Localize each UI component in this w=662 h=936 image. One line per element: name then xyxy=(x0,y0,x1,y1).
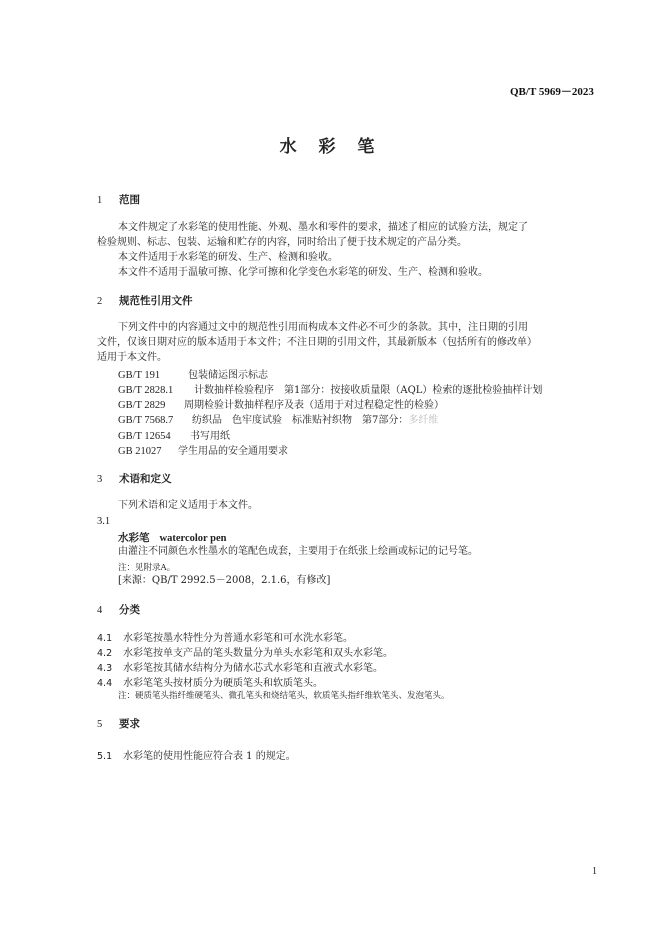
section-title: 分类 xyxy=(119,604,140,616)
reference-title: 书写用纸 xyxy=(190,431,230,442)
reference-title: 包装储运图示标志 xyxy=(188,370,268,381)
section-5-heading xyxy=(97,716,140,731)
term-definition: 由灌注不同颜色水性墨水的笔配色成套，主要用于在纸张上绘画或标记的记号笔。 xyxy=(118,546,478,557)
document-title: 水 彩 笔 xyxy=(279,137,383,157)
reference-item xyxy=(118,381,542,396)
section-title: 要求 xyxy=(119,718,140,730)
paragraph: 下列术语和定义适用于本文件。 xyxy=(118,500,258,511)
clause-item xyxy=(97,629,353,644)
section-number: 3 xyxy=(97,474,103,485)
reference-title: 学生用品的安全通用要求 xyxy=(178,446,288,457)
paragraph: 检验规则、标志、包装、运输和贮存的内容，同时给出了便于技术规定的产品分类。 xyxy=(97,237,467,248)
paragraph: 本文件不适用于温敏可擦、化学可擦和化学变色水彩笔的研发、生产、检测和验收。 xyxy=(118,267,488,278)
clause-text: 水彩笔按单支产品的笔头数量分为单头水彩笔和双头水彩笔。 xyxy=(123,648,393,659)
reference-code: GB/T 2828.1 xyxy=(118,385,174,396)
section-3-heading xyxy=(97,471,172,486)
clause-number: 4.2 xyxy=(97,648,113,659)
section-number: 1 xyxy=(97,195,103,206)
paragraph: 文件，仅该日期对应的版本适用于本文件；不注日期的引用文件，其最新版本（包括所有的修改单） xyxy=(97,337,537,348)
reference-item xyxy=(118,396,444,411)
clause-text: 水彩笔的使用性能应符合表 1 的规定。 xyxy=(123,751,296,762)
term-entry xyxy=(118,530,226,545)
reference-item xyxy=(118,442,288,457)
reference-title: 周期检验计数抽样程序及表（适用于对过程稳定性的检验） xyxy=(184,400,444,411)
reference-title: 纺织品 色牢度试验 标准贴衬织物 第7部分： xyxy=(192,415,409,426)
section-title: 术语和定义 xyxy=(119,473,172,485)
page-number: 1 xyxy=(592,866,597,877)
clause-text: 水彩笔按墨水特性分为普通水彩笔和可水洗水彩笔。 xyxy=(123,633,353,644)
reference-title: 计数抽样检验程序 第1部分：按接收质量限（AQL）检索的逐批检验抽样计划 xyxy=(194,385,543,396)
section-number: 5 xyxy=(97,719,103,730)
clause-number: 4.4 xyxy=(97,678,113,689)
reference-item xyxy=(118,366,268,381)
clause-number: 4.1 xyxy=(97,633,113,644)
section-title: 规范性引用文件 xyxy=(119,295,193,307)
standard-number: QB/T 5969－2023 xyxy=(510,86,594,98)
section-4-heading xyxy=(97,602,140,617)
source-citation: [来源：QB/T 2992.5－2008，2.1.6，有修改] xyxy=(118,575,331,586)
reference-code: GB/T 7568.7 xyxy=(118,415,174,426)
term-chinese: 水彩笔 xyxy=(118,532,150,544)
paragraph: 下列文件中的内容通过文中的规范性引用而构成本文件必不可少的条款。其中，注日期的引用 xyxy=(118,322,528,333)
paragraph: 适用于本文件。 xyxy=(97,352,167,363)
clause-number: 4.3 xyxy=(97,663,113,674)
reference-code: GB/T 2829 xyxy=(118,400,166,411)
clause-number: 5.1 xyxy=(97,751,113,762)
section-title: 范围 xyxy=(119,194,140,206)
reference-item xyxy=(118,427,230,442)
reference-code: GB/T 12654 xyxy=(118,431,171,442)
clause-text: 水彩笔笔头按材质分为硬质笔头和软质笔头。 xyxy=(123,678,323,689)
note: 注：见附录A。 xyxy=(118,563,176,573)
reference-faint-text: 多纤维 xyxy=(408,415,439,426)
clause-item xyxy=(97,644,393,659)
section-number: 2 xyxy=(97,296,103,307)
clause-item xyxy=(97,674,323,689)
clause-item xyxy=(97,659,383,674)
section-1-heading xyxy=(97,192,140,207)
reference-item xyxy=(118,411,438,426)
section-number: 4 xyxy=(97,605,103,616)
term-english: watercolor pen xyxy=(159,533,227,544)
clause-text: 水彩笔按其储水结构分为储水芯式水彩笔和直液式水彩笔。 xyxy=(123,663,383,674)
section-2-heading xyxy=(97,293,193,308)
paragraph: 本文件适用于水彩笔的研发、生产、检测和验收。 xyxy=(118,252,338,263)
clause-item xyxy=(97,747,296,762)
reference-code: GB/T 191 xyxy=(118,370,161,381)
reference-code: GB 21027 xyxy=(118,446,162,457)
term-number: 3.1 xyxy=(97,516,111,527)
paragraph: 本文件规定了水彩笔的使用性能、外观、墨水和零件的要求，描述了相应的试验方法，规定了 xyxy=(118,222,528,233)
note: 注：硬质笔头指纤维硬笔头、微孔笔头和烧结笔头，软质笔头指纤维软笔头、发泡笔头。 xyxy=(118,691,450,701)
